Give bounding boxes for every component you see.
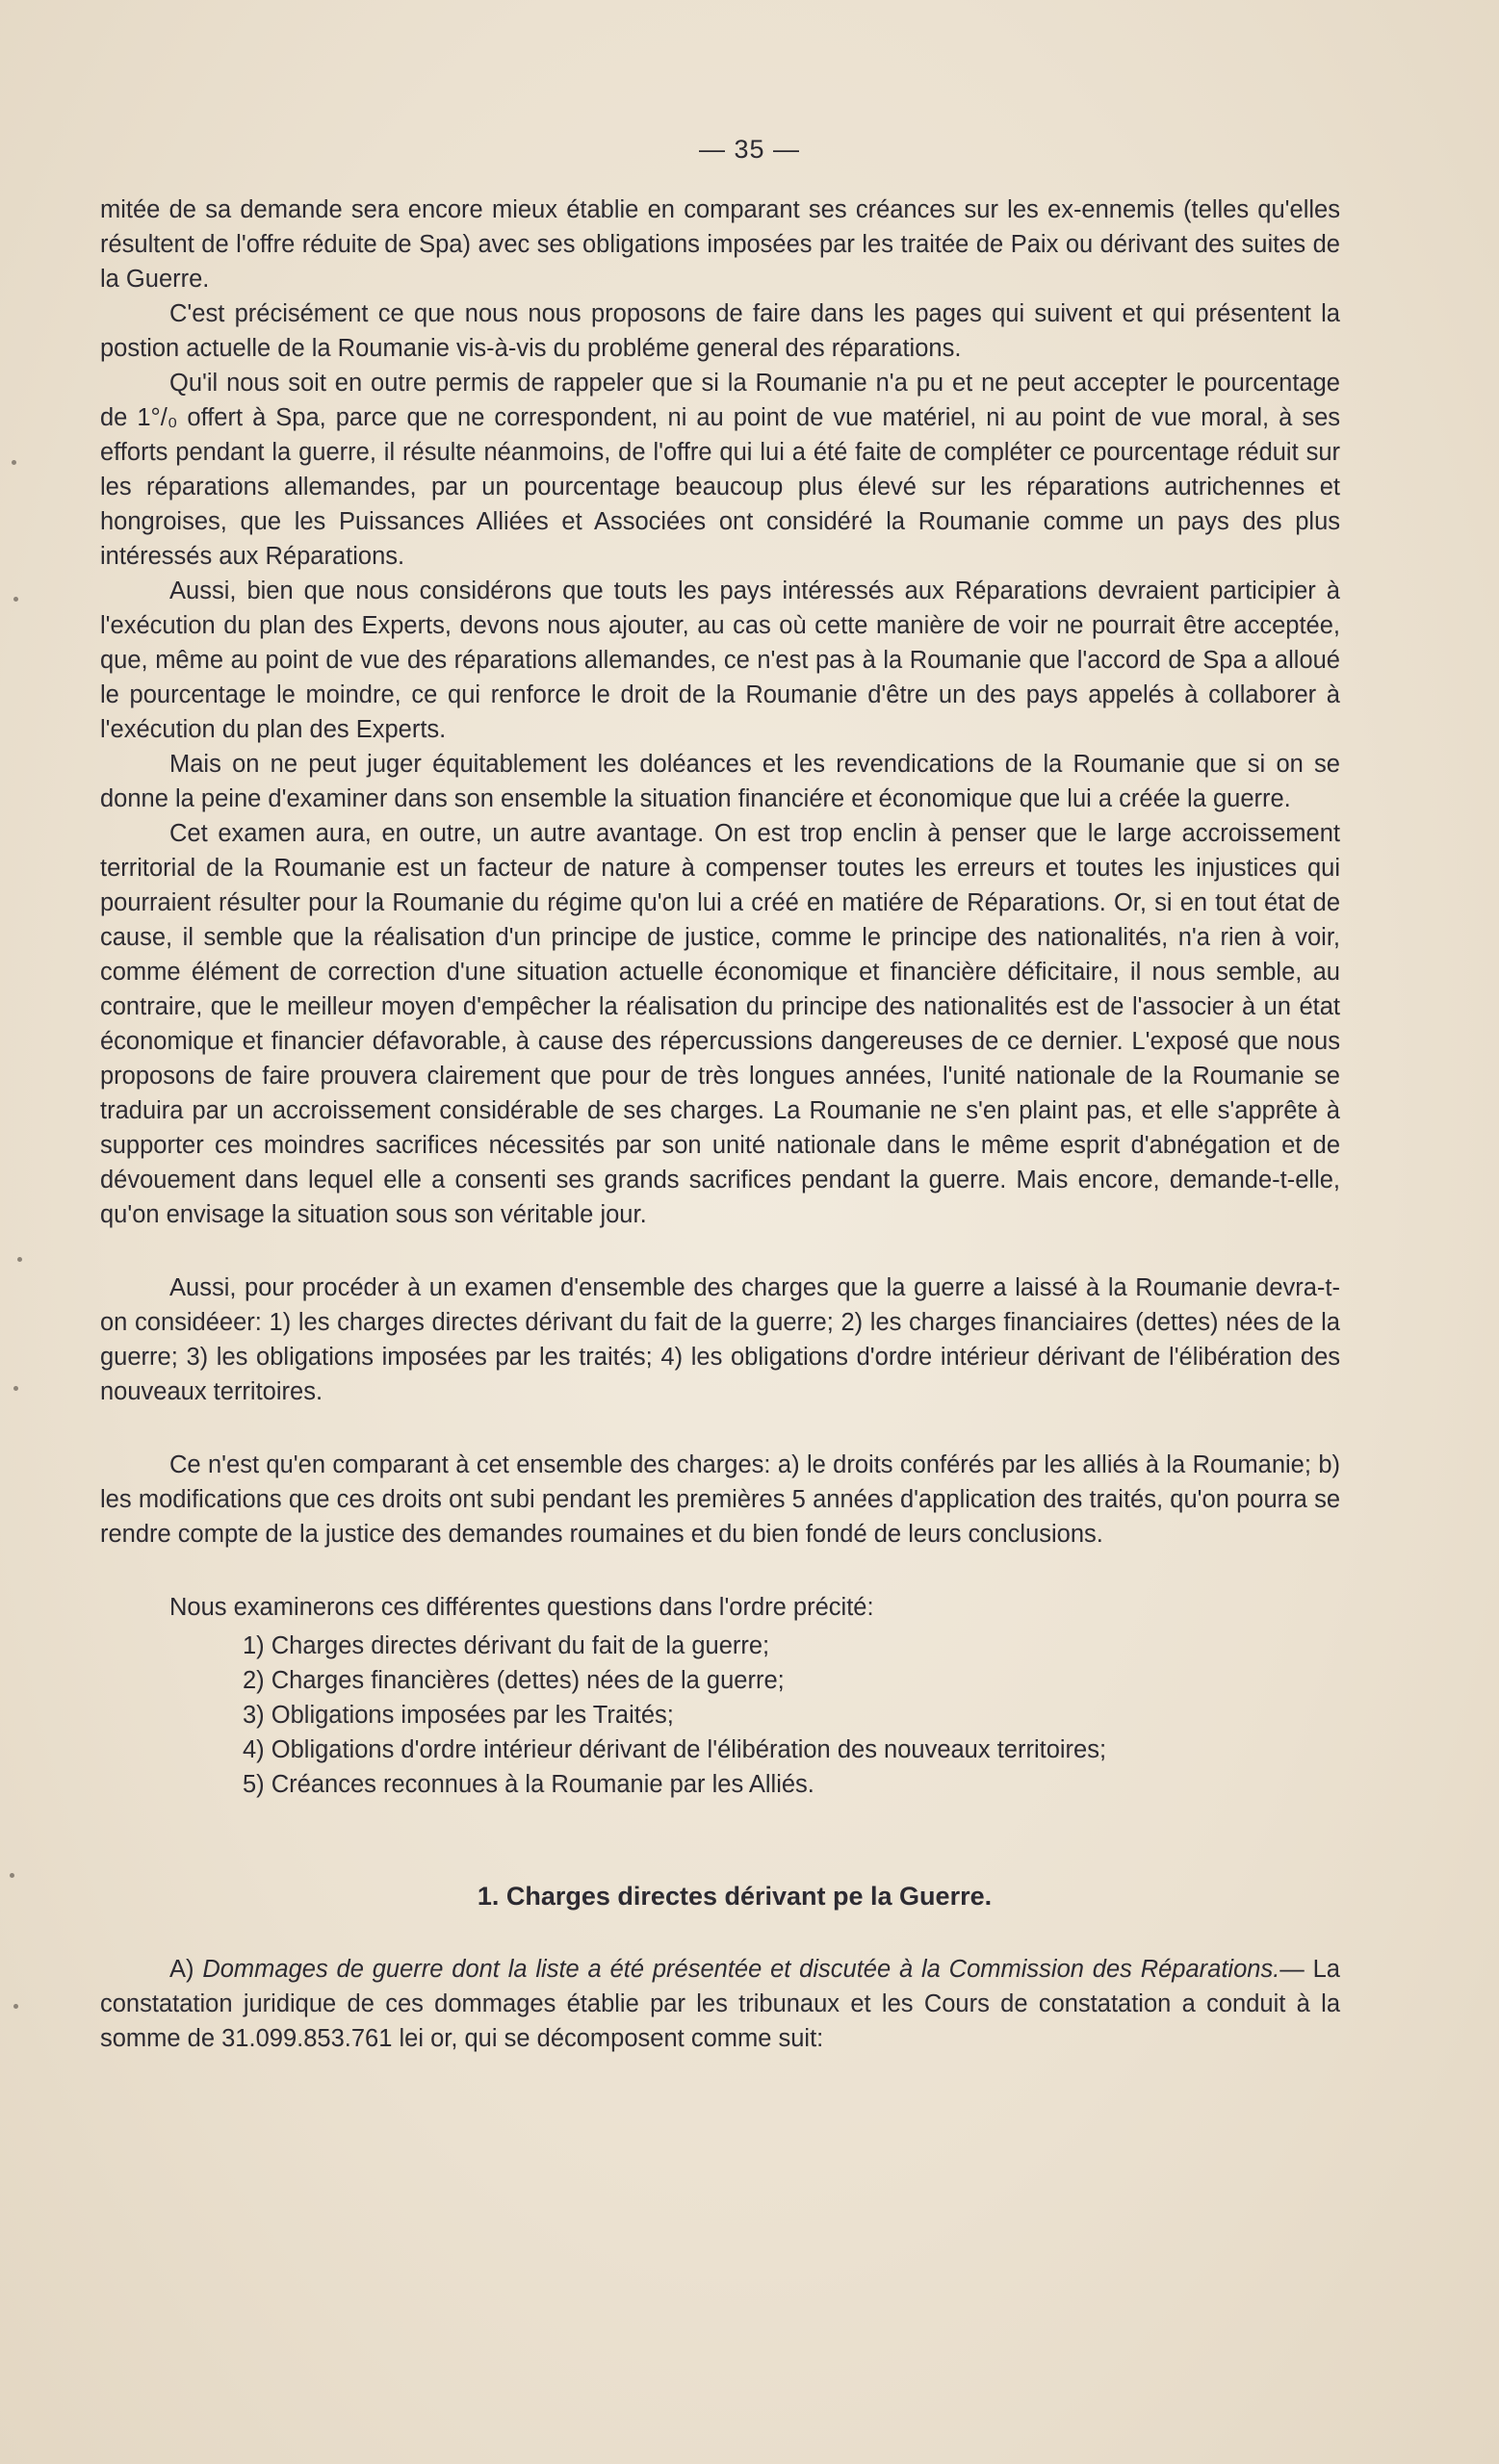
paper-speck	[17, 1257, 22, 1262]
list-item: 1) Charges directes dérivant du fait de la guerre;	[243, 1632, 770, 1659]
list-intro: Nous examinerons ces différentes questions dans l'ordre précité:	[169, 1594, 874, 1621]
paper-speck	[10, 1873, 14, 1878]
paragraph: Ce n'est qu'en comparant à cet ensemble des charges: a) le droits conférés par les alliés à la Roumanie; b) les modifications que ces droits ont subi pendant les premières 5 années d'application des traités, qu'on pourra se rendre compte de la justice des demandes roumaines et du bien fondé de leurs conclusions.	[100, 1451, 1340, 1548]
paper-speck	[12, 460, 16, 465]
question-list	[100, 1629, 1340, 1802]
paragraph-italic-heading: Dommages de guerre dont la liste a été présentée et discutée à la Commission des Réparations.	[202, 1956, 1280, 1983]
paragraph-prefix: A)	[169, 1956, 203, 1983]
paper-speck	[13, 597, 18, 602]
paragraph: Aussi, bien que nous considérons que touts les pays intéressés aux Réparations devraient participier à l'exécution du plan des Experts, devons nous ajouter, au cas où cette manière de voir ne pourrait être acceptée, que, même au point de vue des réparations allemandes, ce n'est pas à la Roumanie que l'accord de Spa a alloué le pourcentage le moindre, ce qui renforce le droit de la Roumanie d'être un des pays appelés à collaborer à l'exécution du plan des Experts.	[100, 578, 1340, 743]
spacer	[100, 1913, 1340, 1952]
page-number: — 35 —	[698, 135, 801, 164]
list-item: 2) Charges financières (dettes) nées de la guerre;	[243, 1667, 785, 1694]
list-item: 5) Créances reconnues à la Roumanie par les Alliés.	[243, 1771, 814, 1798]
spacer	[100, 1232, 1340, 1270]
paragraph: mitée de sa demande sera encore mieux établie en comparant ses créances sur les ex-ennemis (telles qu'elles résultent de l'offre réduite de Spa) avec ses obligations imposées par les traitée de Paix ou dérivant des suites de la Guerre.	[100, 196, 1340, 293]
body-text	[100, 192, 1340, 2056]
paragraph: Qu'il nous soit en outre permis de rappeler que si la Roumanie n'a pu et ne peut accepter le pourcentage de 1°/₀ offert à Spa, parce que ne correspondent, ni au point de vue matériel, ni au point de vue moral, à ses efforts pendant la guerre, il résulte néanmoins, de l'offre qui lui a été faite de compléter ce pourcentage réduit sur les réparations allemandes, par un pourcentage beaucoup plus élevé sur les réparations autrichennes et hongroises, que les Puissances Alliées et Associées ont considéré la Roumanie comme un pays des plus intéressés aux Réparations.	[100, 370, 1340, 570]
paragraph: Aussi, pour procéder à un examen d'ensemble des charges que la guerre a laissé à la Roumanie devra-t-on considéeer: 1) les charges directes dérivant du fait de la guerre; 2) les charges financiaires (dettes) nées de la guerre; 3) les obligations imposées par les traités; 4) les obligations d'ordre intérieur dérivant de l'élibération des nouveaux territoires.	[100, 1274, 1340, 1405]
paragraph-final	[100, 1952, 1340, 2056]
spacer	[100, 1552, 1340, 1590]
paragraph-rest: — La constatation juridique de ces dommages établie par les tribunaux et les Cours de constatation a conduit à la somme de 31.099.853.761 lei or, qui se décomposent comme suit:	[100, 1956, 1340, 2052]
section-title: 1. Charges directes dérivant pe la Guerre.	[477, 1882, 993, 1911]
spacer	[100, 1840, 1340, 1879]
paper-speck	[13, 2004, 18, 2009]
paper-speck	[13, 1386, 18, 1391]
paragraph: C'est précisément ce que nous nous proposons de faire dans les pages qui suivent et qui présentent la postion actuelle de la Roumanie vis-à-vis du probléme general des réparations.	[100, 300, 1340, 362]
spacer	[100, 1409, 1340, 1448]
spacer	[100, 1802, 1340, 1840]
list-item: 4) Obligations d'ordre intérieur dérivant de l'élibération des nouveaux territoires;	[243, 1736, 1107, 1763]
paragraph: Cet examen aura, en outre, un autre avantage. On est trop enclin à penser que le large accroissement territorial de la Roumanie est un facteur de nature à compenser toutes les erreurs et toutes les injustices qui pourraient résulter pour la Roumanie du régime qu'on lui a créé en matiére de Réparations. Or, si en tout état de cause, il semble que la réalisation d'un principe de justice, comme le principe des nationalités, n'a rien à voir, comme élément de correction d'une situation actuelle économique et financière déficitaire, il nous semble, au contraire, que le meilleur moyen d'empêcher la réalisation du principe des nationalités est de l'associer à un état économique et financier défavorable, à cause des répercussions dangereuses de ce dernier. L'exposé que nous proposons de faire prouvera clairement que pour de très longues années, l'unité nationale de la Roumanie se traduira par un accroissement considérable de ses charges. La Roumanie ne s'en plaint pas, et elle s'apprête à supporter ces moindres sacrifices nécessités par son unité nationale dans le même esprit d'abnégation et de dévouement dans lequel elle a consenti ses grands sacrifices pendant la guerre. Mais encore, demande-t-elle, qu'on envisage la situation sous son véritable jour.	[100, 820, 1340, 1228]
paragraph: Mais on ne peut juger équitablement les doléances et les revendications de la Roumanie que si on se donne la peine d'examiner dans son ensemble la situation financiére et économique que lui a créée la guerre.	[100, 751, 1340, 812]
list-item: 3) Obligations imposées par les Traités;	[243, 1702, 674, 1729]
